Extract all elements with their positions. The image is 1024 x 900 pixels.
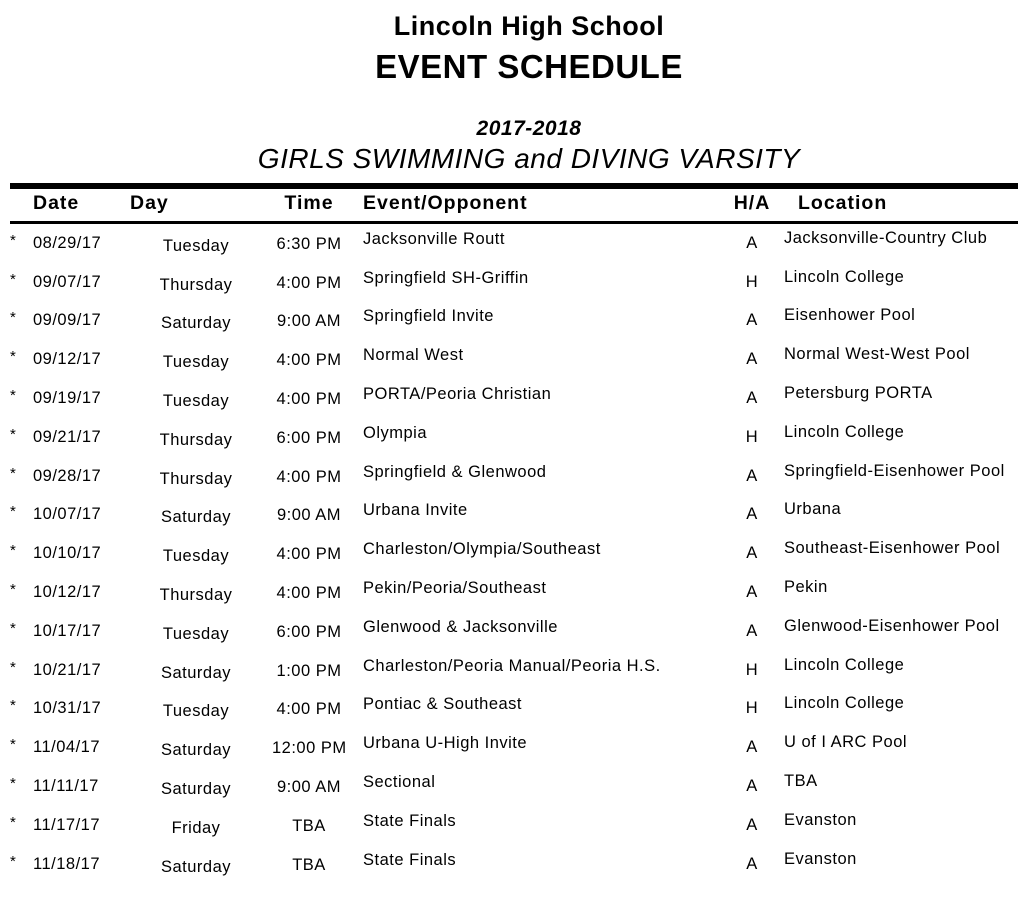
row-event: Sectional xyxy=(363,773,436,792)
row-date: 11/11/17 xyxy=(33,777,99,796)
col-header-marker xyxy=(10,186,30,221)
row-time: 4:00 PM xyxy=(276,390,342,409)
row-day: Tuesday xyxy=(162,702,230,721)
row-marker: * xyxy=(10,581,17,599)
row-marker: * xyxy=(10,348,17,366)
row-home-away: H xyxy=(745,427,759,446)
row-home-away: A xyxy=(746,233,758,252)
row-event: Urbana U-High Invite xyxy=(363,734,528,753)
row-marker: * xyxy=(10,775,17,793)
row-date: 10/10/17 xyxy=(33,544,102,563)
row-time: 9:00 AM xyxy=(276,778,342,797)
row-day: Saturday xyxy=(160,663,232,682)
row-date: 09/09/17 xyxy=(33,311,102,330)
row-marker: * xyxy=(10,387,17,405)
row-home-away: A xyxy=(746,544,758,563)
row-location: Southeast-Eisenhower Pool xyxy=(784,539,1001,558)
row-home-away: A xyxy=(746,311,758,330)
row-home-away: H xyxy=(745,272,759,291)
row-location: Jacksonville-Country Club xyxy=(784,228,988,247)
row-day: Saturday xyxy=(160,741,232,760)
row-day: Tuesday xyxy=(162,353,230,372)
row-marker: * xyxy=(10,231,17,249)
row-date: 11/17/17 xyxy=(33,815,101,834)
row-marker: * xyxy=(10,270,17,288)
col-header-date: Date xyxy=(33,192,80,214)
row-event: Glenwood & Jacksonville xyxy=(363,617,558,636)
schedule-table xyxy=(10,189,1018,884)
col-header-location: Location xyxy=(798,192,888,214)
row-date: 11/18/17 xyxy=(33,854,101,873)
row-day: Thursday xyxy=(159,430,233,449)
row-location: Lincoln College xyxy=(784,422,905,441)
row-location: Lincoln College xyxy=(784,655,905,674)
row-marker: * xyxy=(10,697,17,715)
row-day: Thursday xyxy=(159,469,233,488)
row-home-away: A xyxy=(746,777,758,796)
row-location: U of I ARC Pool xyxy=(784,733,908,752)
row-marker: * xyxy=(10,425,17,443)
row-date: 10/12/17 xyxy=(33,583,102,602)
row-location: Lincoln College xyxy=(784,694,905,713)
row-location: Pekin xyxy=(784,578,828,597)
row-time: 4:00 PM xyxy=(276,700,342,719)
row-event: Jacksonville Routt xyxy=(363,229,505,248)
page-title: EVENT SCHEDULE xyxy=(375,48,683,85)
row-event: Normal West xyxy=(363,346,464,365)
row-location: Evanston xyxy=(784,849,857,868)
row-location: Petersburg PORTA xyxy=(784,384,933,403)
row-time: 9:00 AM xyxy=(276,506,342,525)
row-time: 4:00 PM xyxy=(276,584,342,603)
row-time: 6:30 PM xyxy=(276,234,342,253)
row-day: Friday xyxy=(171,818,221,837)
row-date: 09/12/17 xyxy=(33,350,102,369)
row-date: 09/21/17 xyxy=(33,427,102,446)
row-date: 09/19/17 xyxy=(33,389,102,408)
row-event: Pekin/Peoria/Southeast xyxy=(363,579,547,598)
row-date: 08/29/17 xyxy=(33,233,102,252)
row-home-away: H xyxy=(745,660,759,679)
row-marker: * xyxy=(10,619,17,637)
row-marker: * xyxy=(10,464,17,482)
row-event: Pontiac & Southeast xyxy=(363,695,523,714)
row-location: Eisenhower Pool xyxy=(784,306,916,325)
row-date: 10/07/17 xyxy=(33,505,102,524)
row-time: TBA xyxy=(292,816,326,835)
row-marker: * xyxy=(10,852,17,870)
row-marker: * xyxy=(10,813,17,831)
row-day: Saturday xyxy=(160,857,232,876)
row-home-away: A xyxy=(746,350,758,369)
row-location: Urbana xyxy=(784,500,842,519)
row-location: Normal West-West Pool xyxy=(784,345,970,364)
row-time: 6:00 PM xyxy=(276,622,342,641)
row-time: 4:00 PM xyxy=(276,467,342,486)
row-event: Springfield & Glenwood xyxy=(363,462,547,481)
row-date: 11/04/17 xyxy=(33,738,101,757)
row-home-away: A xyxy=(746,389,758,408)
row-event: State Finals xyxy=(363,850,457,869)
row-date: 10/17/17 xyxy=(33,621,102,640)
col-header-day: Day xyxy=(130,192,169,214)
row-home-away: A xyxy=(746,466,758,485)
row-day: Tuesday xyxy=(162,547,230,566)
row-location: TBA xyxy=(784,772,818,791)
row-location: Glenwood-Eisenhower Pool xyxy=(784,616,1000,635)
row-marker: * xyxy=(10,736,17,754)
row-time: 6:00 PM xyxy=(276,428,342,447)
row-day: Tuesday xyxy=(162,392,230,411)
schedule-rows xyxy=(10,224,1018,884)
row-event: State Finals xyxy=(363,811,457,830)
row-date: 09/28/17 xyxy=(33,466,102,485)
col-header-home-away: H/A xyxy=(733,192,771,214)
row-event: Springfield SH-Griffin xyxy=(363,268,529,287)
row-home-away: A xyxy=(746,815,758,834)
row-event: PORTA/Peoria Christian xyxy=(363,385,552,404)
row-event: Charleston/Olympia/Southeast xyxy=(363,540,601,559)
row-day: Saturday xyxy=(160,508,232,527)
row-location: Springfield-Eisenhower Pool xyxy=(784,461,1005,480)
row-date: 10/21/17 xyxy=(33,660,102,679)
row-day: Saturday xyxy=(160,780,232,799)
row-event: Springfield Invite xyxy=(363,307,494,326)
row-event: Urbana Invite xyxy=(363,501,468,520)
row-home-away: H xyxy=(745,699,759,718)
row-location: Lincoln College xyxy=(784,267,905,286)
row-day: Tuesday xyxy=(162,624,230,643)
row-time: 9:00 AM xyxy=(276,312,342,331)
row-day: Thursday xyxy=(159,586,233,605)
row-marker: * xyxy=(10,309,17,327)
row-day: Thursday xyxy=(159,275,233,294)
row-date: 10/31/17 xyxy=(33,699,102,718)
row-time: 12:00 PM xyxy=(272,739,347,758)
row-home-away: A xyxy=(746,621,758,640)
school-name: Lincoln High School xyxy=(393,11,665,41)
row-time: TBA xyxy=(292,855,326,874)
row-home-away: A xyxy=(746,583,758,602)
row-location: Evanston xyxy=(784,810,857,829)
row-time: 1:00 PM xyxy=(276,661,342,680)
col-header-event: Event/Opponent xyxy=(363,192,528,214)
row-time: 4:00 PM xyxy=(276,545,342,564)
row-home-away: A xyxy=(746,854,758,873)
row-date: 09/07/17 xyxy=(33,272,102,291)
row-event: Charleston/Peoria Manual/Peoria H.S. xyxy=(363,656,661,675)
row-day: Tuesday xyxy=(162,236,230,255)
row-marker: * xyxy=(10,503,17,521)
row-marker: * xyxy=(10,542,17,560)
team-label: GIRLS SWIMMING and DIVING VARSITY xyxy=(257,143,801,174)
row-home-away: A xyxy=(746,505,758,524)
season-label: 2017-2018 xyxy=(476,117,582,140)
row-day: Saturday xyxy=(160,314,232,333)
table-row xyxy=(10,845,1018,884)
col-header-time: Time xyxy=(284,192,334,214)
row-home-away: A xyxy=(746,738,758,757)
row-event: Olympia xyxy=(363,423,428,442)
row-time: 4:00 PM xyxy=(276,273,342,292)
row-marker: * xyxy=(10,658,17,676)
row-time: 4:00 PM xyxy=(276,351,342,370)
